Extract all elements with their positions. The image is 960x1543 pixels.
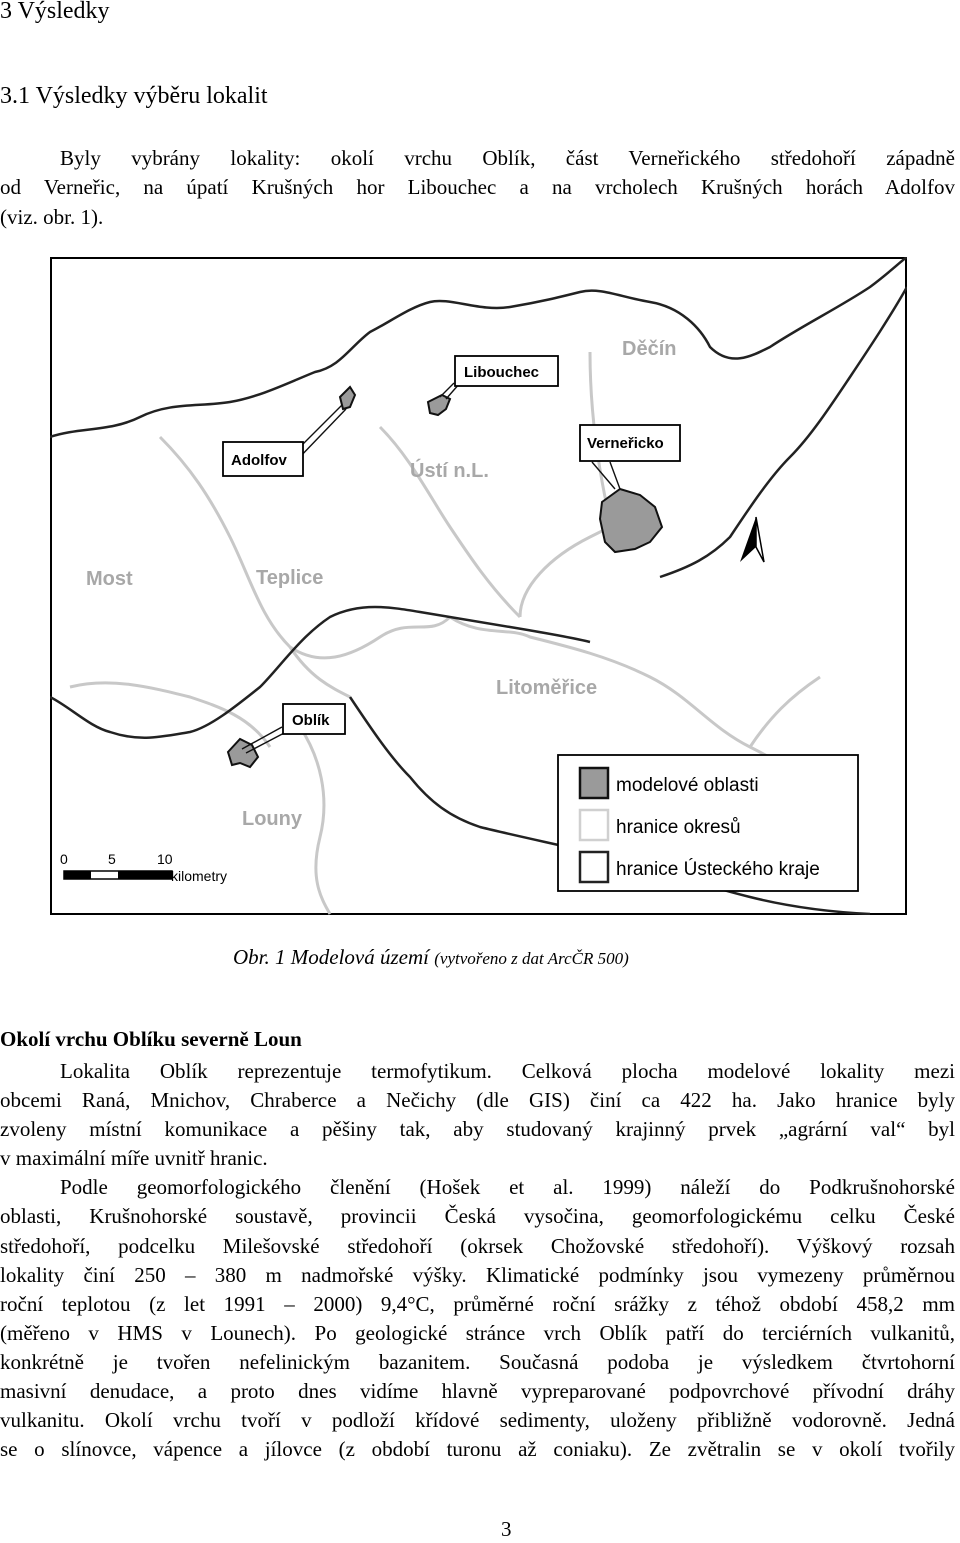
legend-region-border: hranice Ústeckého kraje bbox=[616, 859, 820, 880]
body-line: zvoleny místní komunikace a pěšiny tak, aby studovaný krajinný prvek „agrární val“ byl bbox=[0, 1117, 955, 1142]
body-line: masivní denudace, a proto dnes vidíme hlavně vypreparované podpovrchové přívodní dráhy bbox=[0, 1379, 955, 1404]
body-line: roční teplotou (z let 1991 – 2000) 9,4°C, průměrné roční srážky z téhož období 458,2 mm bbox=[0, 1291, 955, 1316]
body-line: vulkanitu. Okolí vrchu tvoří v podloží křídové sedimenty, uloženy přibližně vodorovně. Jedná bbox=[0, 1408, 955, 1433]
intro-line: (viz. obr. 1). bbox=[0, 204, 104, 229]
intro-line: od Verneřic, na úpatí Krušných hor Libouchec a na vrcholech Krušných horách Adolfov bbox=[0, 175, 955, 200]
section-subheading: Okolí vrchu Oblíku severně Loun bbox=[0, 1027, 302, 1051]
svg-text:kilometry: kilometry bbox=[171, 868, 228, 884]
body-line: se o slínovce, vápence a jílovce (z období turonu až coniaku). Ze zvětralin se v okolí tvořily bbox=[0, 1437, 955, 1462]
label-decin: Děčín bbox=[622, 338, 677, 360]
intro-paragraph bbox=[0, 144, 955, 232]
body-line: obcemi Raná, Mnichov, Chraberce a Nečichy (dle GIS) činí ca 422 ha. Jako hranice byly bbox=[0, 1088, 955, 1113]
figure-caption bbox=[233, 945, 629, 970]
body-line: středohoří, podcelku Milešovské středohoří (okrsek Chožovské středohoří). Výškový rozsah bbox=[0, 1233, 955, 1258]
body-line: Lokalita Oblík reprezentuje termofytikum. Celková plocha modelové lokality mezi bbox=[60, 1059, 955, 1083]
svg-text:0: 0 bbox=[60, 851, 68, 867]
label-litomerice: Litoměřice bbox=[496, 677, 598, 699]
page-number: 3 bbox=[501, 1517, 512, 1541]
body-line: lokality činí 250 – 380 m nadmořské výšky. Klimatické podmínky jsou vymezeny průměrnou bbox=[0, 1262, 955, 1287]
site-vernericko: Verneřicko bbox=[587, 435, 664, 452]
site-oblik: Oblík bbox=[292, 712, 330, 729]
caption-source: (vytvořeno z dat ArcČR 500) bbox=[434, 949, 629, 968]
map-legend bbox=[558, 755, 858, 891]
legend-district-borders: hranice okresů bbox=[616, 817, 741, 838]
heading-results: 3 Výsledky bbox=[0, 0, 110, 24]
body-line: konkrétně je tvořen nefelinickým bazanitem. Současná podoba je výsledkem čtvrtohorní bbox=[0, 1349, 955, 1374]
caption-main: Obr. 1 Modelová území bbox=[233, 945, 429, 969]
label-louny: Louny bbox=[242, 808, 302, 830]
site-libouchec: Libouchec bbox=[464, 364, 540, 381]
heading-site-selection: 3.1 Výsledky výběru lokalit bbox=[0, 83, 268, 109]
intro-line: Byly vybrány lokality: okolí vrchu Oblík, část Verneřického středohoří západně bbox=[60, 146, 955, 170]
body-line: (měřeno v HMS v Lounech). Po geologické stránce vrch Oblík patří do terciérních vulkanitů, bbox=[0, 1320, 955, 1345]
label-most: Most bbox=[86, 568, 133, 590]
svg-text:10: 10 bbox=[157, 851, 173, 867]
body-line: v maximální míře uvnitř hranic. bbox=[0, 1146, 268, 1171]
map-figure bbox=[50, 257, 907, 915]
legend-model-areas: modelové oblasti bbox=[616, 775, 759, 796]
site-adolfov: Adolfov bbox=[231, 452, 287, 469]
svg-text:5: 5 bbox=[108, 851, 116, 867]
body-line: Podle geomorfologického členění (Hošek et al. 1999) náleží do Podkrušnohorské bbox=[60, 1175, 955, 1200]
body-line: oblasti, Krušnohorské soustavě, provincii Česká vysočina, geomorfologickému celku České bbox=[0, 1204, 955, 1229]
label-usti: Ústí n.L. bbox=[410, 460, 489, 482]
label-teplice: Teplice bbox=[256, 567, 324, 589]
body-text bbox=[0, 1057, 955, 1464]
